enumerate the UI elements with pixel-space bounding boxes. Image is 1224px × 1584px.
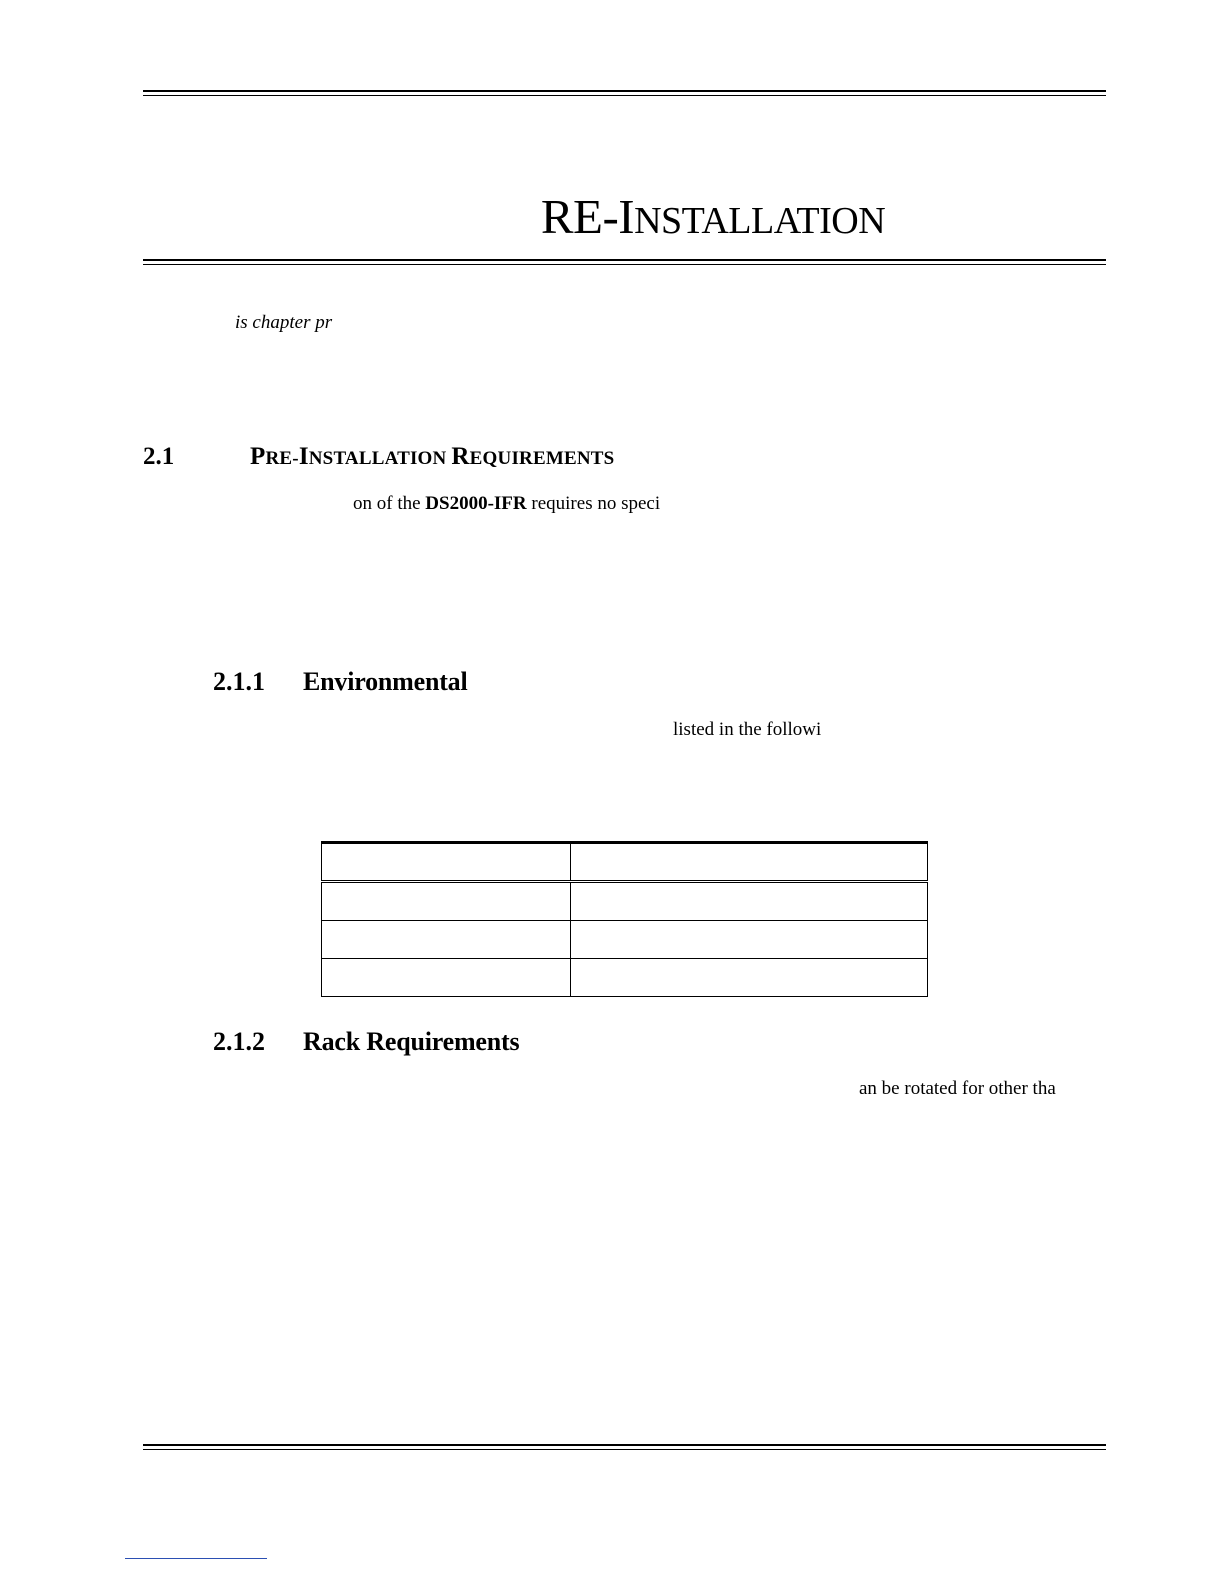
table-row [322, 959, 928, 997]
table-cell [571, 921, 928, 959]
section-2-1-text-before: on of the [353, 493, 426, 514]
section-2-1-title [250, 443, 614, 471]
table-cell [322, 921, 571, 959]
table-cell [571, 843, 928, 882]
section-2-1-1-number: 2.1.1 [213, 667, 265, 696]
table-row [322, 882, 928, 921]
chapter-title-lead: RE-I [540, 189, 635, 244]
section-2-1-text-after: requires no speci [526, 493, 661, 514]
section-2-1-2-title: Rack Requirements [303, 1027, 520, 1056]
section-2-1-title-part3: EQUIREMENTS [469, 448, 615, 469]
section-2-1-title-cap2: I [298, 443, 309, 470]
section-2-1-title-part2: NSTALLATION [308, 448, 452, 469]
section-2-1-paragraph [353, 493, 660, 515]
table-cell [571, 882, 928, 921]
section-2-1-1-title: Environmental [303, 667, 468, 696]
section-2-1-title-cap3: R [451, 443, 470, 470]
section-2-1-title-part1: RE- [265, 448, 299, 469]
section-2-1-title-cap1: P [250, 443, 266, 470]
section-2-1-2-number: 2.1.2 [213, 1027, 265, 1056]
table-row [322, 921, 928, 959]
table-cell [322, 959, 571, 997]
table-cell [322, 882, 571, 921]
section-2-1-1-paragraph: listed in the followi [673, 719, 822, 740]
chapter-title [143, 189, 1224, 244]
table-header-row [322, 843, 928, 882]
environmental-table [321, 841, 928, 997]
product-name: DS2000-IFR [425, 493, 527, 514]
table-cell [322, 843, 571, 882]
chapter-intro-text: is chapter pr [235, 312, 333, 333]
footer-link-underline[interactable] [125, 1558, 267, 1559]
table-cell [571, 959, 928, 997]
chapter-title-rest: NSTALLATION [634, 200, 886, 242]
section-2-1-2-paragraph: an be rotated for other tha [859, 1078, 1056, 1099]
section-2-1-number: 2.1 [143, 443, 175, 470]
